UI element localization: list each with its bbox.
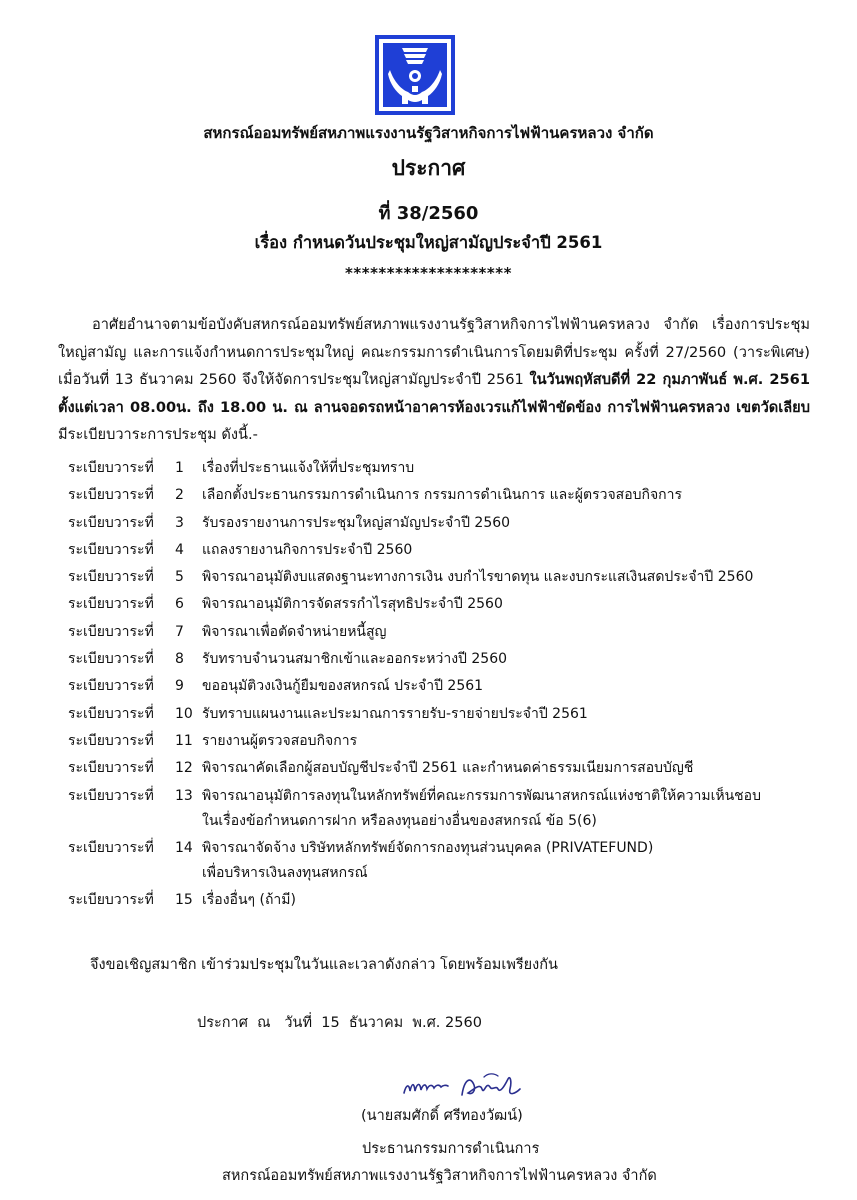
- agenda-item-number: 11: [175, 732, 193, 749]
- agenda-item: [68, 565, 828, 590]
- agenda-item-label: ระเบียบวาระที่: [68, 732, 154, 749]
- agenda-item-text: [202, 511, 828, 536]
- agenda-item-text: [202, 620, 828, 645]
- agenda-item-number: 12: [175, 760, 193, 777]
- agenda-item-number: 3: [175, 514, 184, 531]
- agenda-item-label: ระเบียบวาระที่: [68, 569, 154, 586]
- agenda-item-label: ระเบียบวาระที่: [68, 787, 154, 804]
- agenda-item-number: 6: [175, 596, 184, 613]
- agenda-item-text: [202, 674, 828, 699]
- agenda-item-text: [202, 702, 828, 727]
- agenda-item-label: ระเบียบวาระที่: [68, 623, 154, 640]
- intro-text: อาศัยอำนาจตามข้อบังคับสหกรณ์ออมทรัพย์สหภาพแรงงานรัฐวิสาหกิจการไฟฟ้านครหลวง จำกัด เรื่องการประชุมใหญ่สามัญ และการแจ้งกำหนดการประชุมใหญ่ คณะกรรมการดำเนินการโดยมติที่ประชุม ครั้งที่ 27/2560 (วาระพิเศษ) เมื่อวันที่ 13 ธันวาคม 2560 จึงให้จัดการประชุมใหญ่สามัญประจำปี 2561: [58, 316, 810, 388]
- agenda-item-text: [202, 483, 828, 508]
- agenda-item: [68, 620, 828, 645]
- agenda-item-label: ระเบียบวาระที่: [68, 487, 154, 504]
- agenda-item: [68, 647, 828, 672]
- agenda-item: [68, 674, 828, 699]
- announcement-number: ที่ 38/2560: [378, 203, 479, 224]
- agenda-item-number: 5: [175, 569, 184, 586]
- agenda-list: [68, 456, 828, 915]
- agenda-item-text-line: พิจารณาอนุมัติงบแสดงฐานะทางการเงิน งบกำไรขาดทุน และงบกระแสเงินสดประจำปี 2560: [202, 569, 754, 586]
- agenda-item-label: ระเบียบวาระที่: [68, 705, 154, 722]
- announcement-heading: ประกาศ: [391, 156, 466, 180]
- agenda-item-number: 13: [175, 787, 193, 804]
- agenda-item: [68, 538, 828, 563]
- agenda-item-label: ระเบียบวาระที่: [68, 760, 154, 777]
- agenda-item-text: [202, 729, 828, 754]
- agenda-item-text-line: เรื่องอื่นๆ (ถ้ามี): [202, 892, 296, 909]
- agenda-item-number: 10: [175, 705, 193, 722]
- meeting-datetime-venue: ในวันพฤหัสบดีที่ 22 กุมภาพันธ์ พ.ศ. 2561 ตั้งแต่เวลา 08.00น. ถึง 18.00 น. ณ ลานจอดรถหน้าอาคารห้องเวรแก้ไฟฟ้าขัดข้อง การไฟฟ้านครหลวง เขตวัดเลียบ: [58, 371, 810, 416]
- announcement-subject: เรื่อง กำหนดวันประชุมใหญ่สามัญประจำปี 2561: [254, 233, 603, 252]
- agenda-item-text-line: เรื่องที่ประธานแจ้งให้ที่ประชุมทราบ: [202, 460, 415, 476]
- agenda-item-label: ระเบียบวาระที่: [68, 839, 154, 856]
- agenda-item-label: ระเบียบวาระที่: [68, 596, 154, 613]
- agenda-item-text: [202, 647, 828, 672]
- agenda-item-text-line: พิจารณาคัดเลือกผู้สอบบัญชีประจำปี 2561 และกำหนดค่าธรรมเนียมการสอบบัญชี: [202, 760, 694, 777]
- agenda-item-number: 15: [175, 892, 193, 909]
- agenda-item: [68, 756, 828, 781]
- signatory-position: ประธานกรรมการดำเนินการ: [362, 1141, 540, 1157]
- agenda-item-text: [202, 565, 828, 590]
- agenda-item: [68, 729, 828, 754]
- agenda-item-number: 14: [175, 839, 193, 856]
- agenda-item-text-line: พิจารณาอนุมัติการลงทุนในหลักทรัพย์ที่คณะกรรมการพัฒนาสหกรณ์แห่งชาติให้ความเห็นชอบ: [202, 787, 761, 804]
- agenda-item: [68, 592, 828, 617]
- invitation-text: จึงขอเชิญสมาชิก เข้าร่วมประชุมในวันและเวลาดังกล่าว โดยพร้อมเพรียงกัน: [90, 957, 558, 973]
- agenda-item-number: 4: [175, 541, 184, 558]
- agenda-item-text-line: พิจารณาจัดจ้าง บริษัทหลักทรัพย์จัดการกองทุนส่วนบุคคล (PRIVATEFUND): [202, 839, 654, 856]
- agenda-item-text-line: พิจารณาอนุมัติการจัดสรรกำไรสุทธิประจำปี 2560: [202, 596, 503, 613]
- agenda-item-text-line: รับทราบแผนงานและประมาณการรายรับ-รายจ่ายประจำปี 2561: [202, 705, 588, 722]
- agenda-item: [68, 702, 828, 727]
- agenda-item: [68, 836, 828, 886]
- agenda-item-text-line: เลือกตั้งประธานกรรมการดำเนินการ กรรมการดำเนินการ และผู้ตรวจสอบกิจการ: [202, 487, 683, 504]
- agenda-item-text-line: พิจารณาเพื่อตัดจำหน่ายหนี้สูญ: [202, 623, 387, 640]
- agenda-item-label: ระเบียบวาระที่: [68, 651, 154, 668]
- signatory-organization: สหกรณ์ออมทรัพย์สหภาพแรงงานรัฐวิสาหกิจการไฟฟ้านครหลวง จำกัด: [222, 1168, 657, 1184]
- cooperative-logo-icon: [374, 34, 456, 116]
- agenda-item-label: ระเบียบวาระที่: [68, 541, 154, 558]
- agenda-item-text-line-2: เพื่อบริหารเงินลงทุนสหกรณ์: [202, 864, 368, 881]
- intro-end: มีระเบียบวาระการประชุม ดังนี้.-: [58, 426, 258, 443]
- agenda-item-text: [202, 784, 828, 834]
- agenda-item-number: 2: [175, 487, 184, 504]
- agenda-item-label: ระเบียบวาระที่: [68, 460, 154, 476]
- agenda-item-text: [202, 888, 828, 913]
- agenda-item: [68, 888, 828, 913]
- agenda-item-text: [202, 456, 828, 481]
- agenda-item-number: 1: [175, 460, 184, 476]
- agenda-item-label: ระเบียบวาระที่: [68, 678, 154, 695]
- signature-image: [400, 1067, 530, 1103]
- separator-line: ********************: [345, 264, 512, 282]
- agenda-item-text-line: ขออนุมัติวงเงินกู้ยืมของสหกรณ์ ประจำปี 2561: [202, 678, 484, 695]
- intro-paragraph: [58, 311, 810, 449]
- agenda-item-text-line-2: ในเรื่องข้อกำหนดการฝาก หรือลงทุนอย่างอื่นของสหกรณ์ ข้อ 5(6): [202, 812, 597, 829]
- agenda-item-number: 7: [175, 623, 184, 640]
- agenda-item: [68, 456, 828, 481]
- agenda-item-label: ระเบียบวาระที่: [68, 892, 154, 909]
- organization-title: สหกรณ์ออมทรัพย์สหภาพแรงงานรัฐวิสาหกิจการไฟฟ้านครหลวง จำกัด: [203, 124, 654, 142]
- agenda-item: [68, 784, 828, 834]
- agenda-item-number: 8: [175, 651, 184, 668]
- agenda-item-label: ระเบียบวาระที่: [68, 514, 154, 531]
- agenda-item: [68, 511, 828, 536]
- agenda-item-text-line: แถลงรายงานกิจการประจำปี 2560: [202, 541, 413, 558]
- agenda-item-text-line: รับทราบจำนวนสมาชิกเข้าและออกระหว่างปี 2560: [202, 651, 508, 668]
- agenda-item-text: [202, 592, 828, 617]
- announcement-date: ประกาศ ณ วันที่ 15 ธันวาคม พ.ศ. 2560: [197, 1015, 482, 1031]
- agenda-item: [68, 483, 828, 508]
- agenda-item-text: [202, 538, 828, 563]
- agenda-item-text: [202, 836, 828, 886]
- agenda-item-text-line: รับรองรายงานการประชุมใหญ่สามัญประจำปี 2560: [202, 514, 511, 531]
- agenda-item-number: 9: [175, 678, 184, 695]
- signatory-name: (นายสมศักดิ์ ศรีทองวัฒน์): [361, 1108, 523, 1124]
- agenda-item-text-line: รายงานผู้ตรวจสอบกิจการ: [202, 732, 358, 749]
- agenda-item-text: [202, 756, 828, 781]
